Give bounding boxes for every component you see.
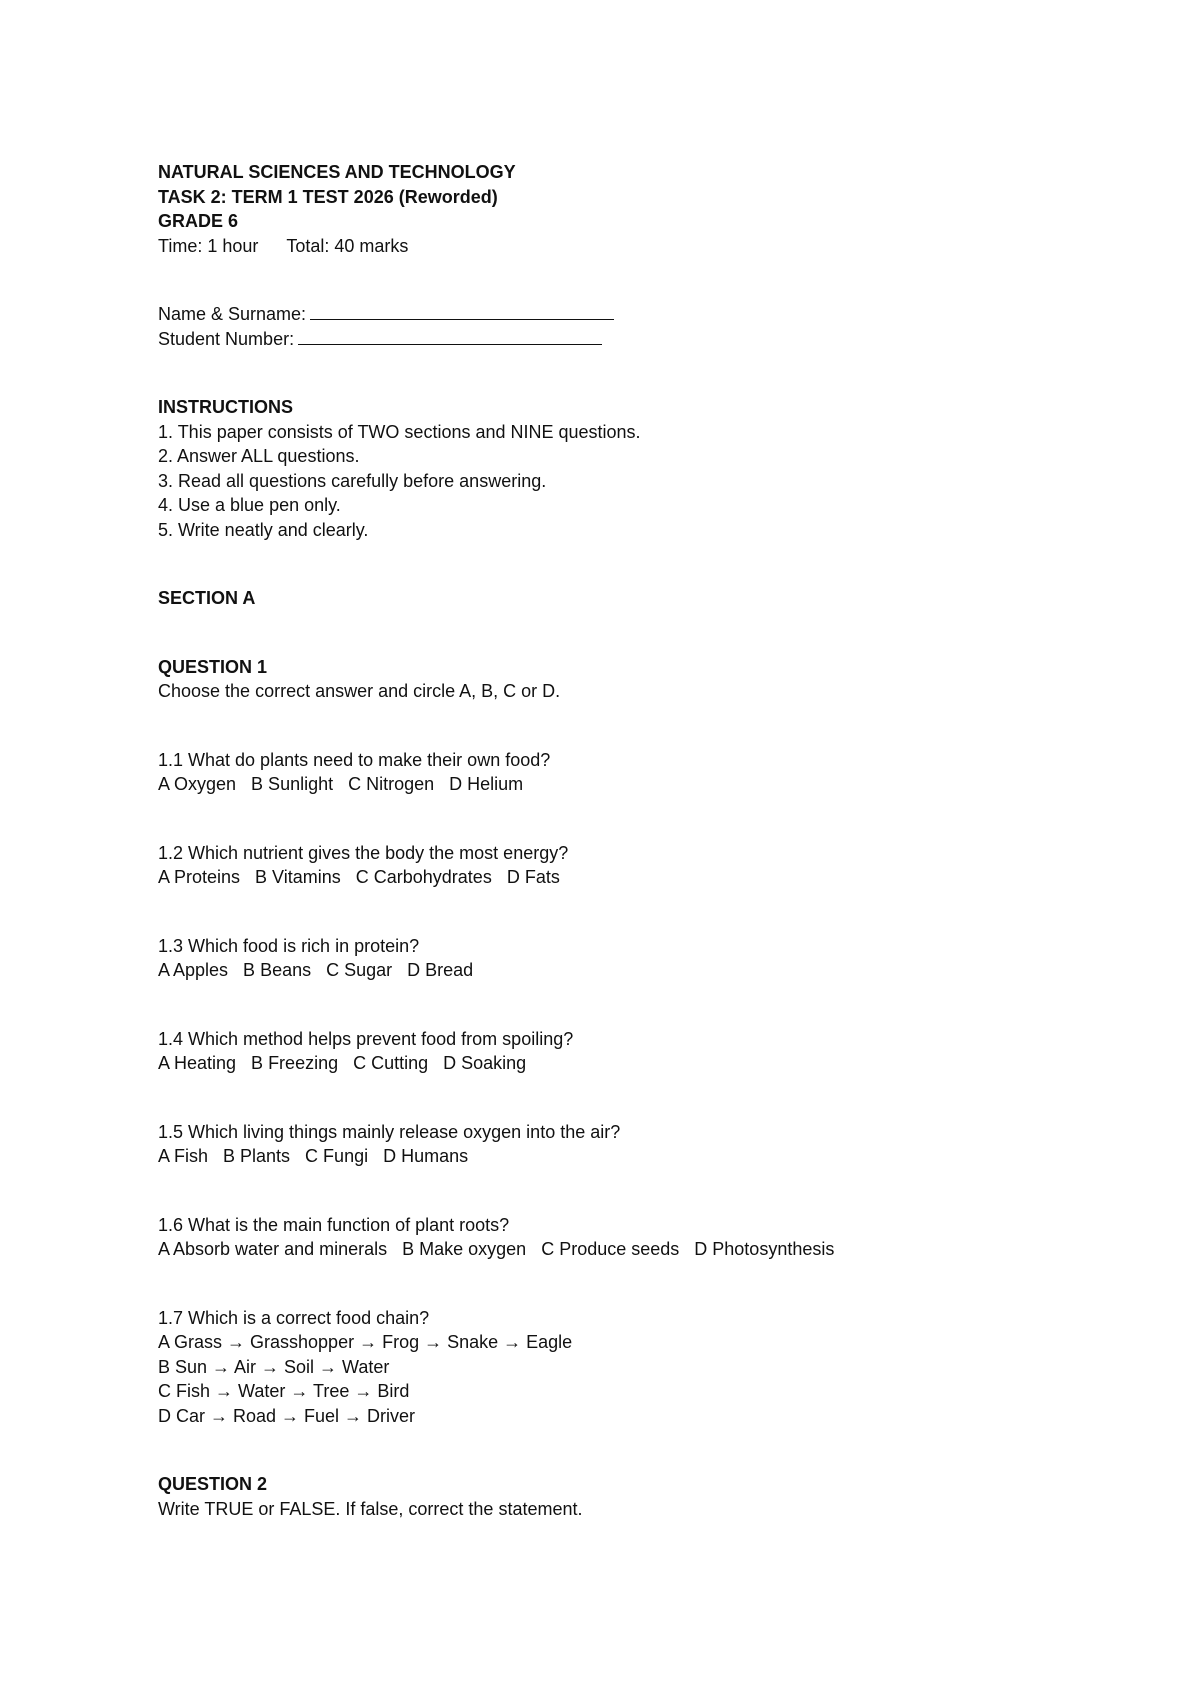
- time-label: Time: 1 hour: [158, 235, 259, 256]
- instructions-heading: INSTRUCTIONS: [158, 397, 293, 417]
- answer-options: A Oxygen B Sunlight C Nitrogen D Helium: [158, 774, 524, 794]
- test-paper: [158, 160, 1058, 1521]
- question-1-heading: QUESTION 1: [158, 656, 268, 677]
- student-number-field[interactable]: [298, 328, 602, 345]
- total-label: Total: 40 marks: [286, 235, 409, 256]
- subject-title: NATURAL SCIENCES AND TECHNOLOGY: [158, 162, 516, 182]
- time-total-row: [158, 234, 1058, 259]
- instruction-item: 4. Use a blue pen only.: [158, 495, 341, 515]
- section-a-heading: SECTION A: [158, 588, 256, 608]
- answer-option: C Fish → Water → Tree → Bird: [158, 1381, 410, 1401]
- question-text: 1.5 Which living things mainly release oxygen into the air?: [158, 1121, 621, 1142]
- instruction-item: 5. Write neatly and clearly.: [158, 519, 369, 540]
- name-row: [158, 302, 1058, 327]
- answer-options: A Fish B Plants C Fungi D Humans: [158, 1146, 469, 1166]
- instruction-item: 2. Answer ALL questions.: [158, 446, 360, 466]
- question-text: 1.2 Which nutrient gives the body the most energy?: [158, 842, 569, 863]
- name-field[interactable]: [310, 303, 614, 320]
- task-title: TASK 2: TERM 1 TEST 2026 (Reworded): [158, 186, 498, 207]
- question-text: 1.6 What is the main function of plant roots?: [158, 1214, 510, 1235]
- question-text: 1.1 What do plants need to make their own food?: [158, 749, 551, 770]
- answer-options: A Apples B Beans C Sugar D Bread: [158, 960, 474, 980]
- question-text: 1.7 Which is a correct food chain?: [158, 1307, 430, 1328]
- question-text: 1.4 Which method helps prevent food from spoiling?: [158, 1028, 574, 1049]
- answer-option: D Car → Road → Fuel → Driver: [158, 1405, 416, 1426]
- answer-options: A Absorb water and minerals B Make oxygen C Produce seeds D Photosynthesis: [158, 1239, 835, 1259]
- question-2-heading: QUESTION 2: [158, 1474, 268, 1494]
- answer-options: A Heating B Freezing C Cutting D Soaking: [158, 1053, 527, 1073]
- instruction-item: 3. Read all questions carefully before answering.: [158, 470, 547, 491]
- answer-option: A Grass → Grasshopper → Frog → Snake → Eagle: [158, 1332, 573, 1352]
- name-label: Name & Surname:: [158, 304, 307, 324]
- question-text: 1.3 Which food is rich in protein?: [158, 935, 420, 956]
- grade-title: GRADE 6: [158, 211, 239, 231]
- student-number-label: Student Number:: [158, 328, 295, 349]
- question-1-prompt: Choose the correct answer and circle A, B, C or D.: [158, 681, 561, 701]
- student-number-row: [158, 327, 1058, 352]
- answer-options: A Proteins B Vitamins C Carbohydrates D Fats: [158, 867, 560, 887]
- instruction-item: 1. This paper consists of TWO sections and NINE questions.: [158, 421, 641, 442]
- answer-option: B Sun → Air → Soil → Water: [158, 1356, 390, 1377]
- question-2-prompt: Write TRUE or FALSE. If false, correct the statement.: [158, 1498, 583, 1519]
